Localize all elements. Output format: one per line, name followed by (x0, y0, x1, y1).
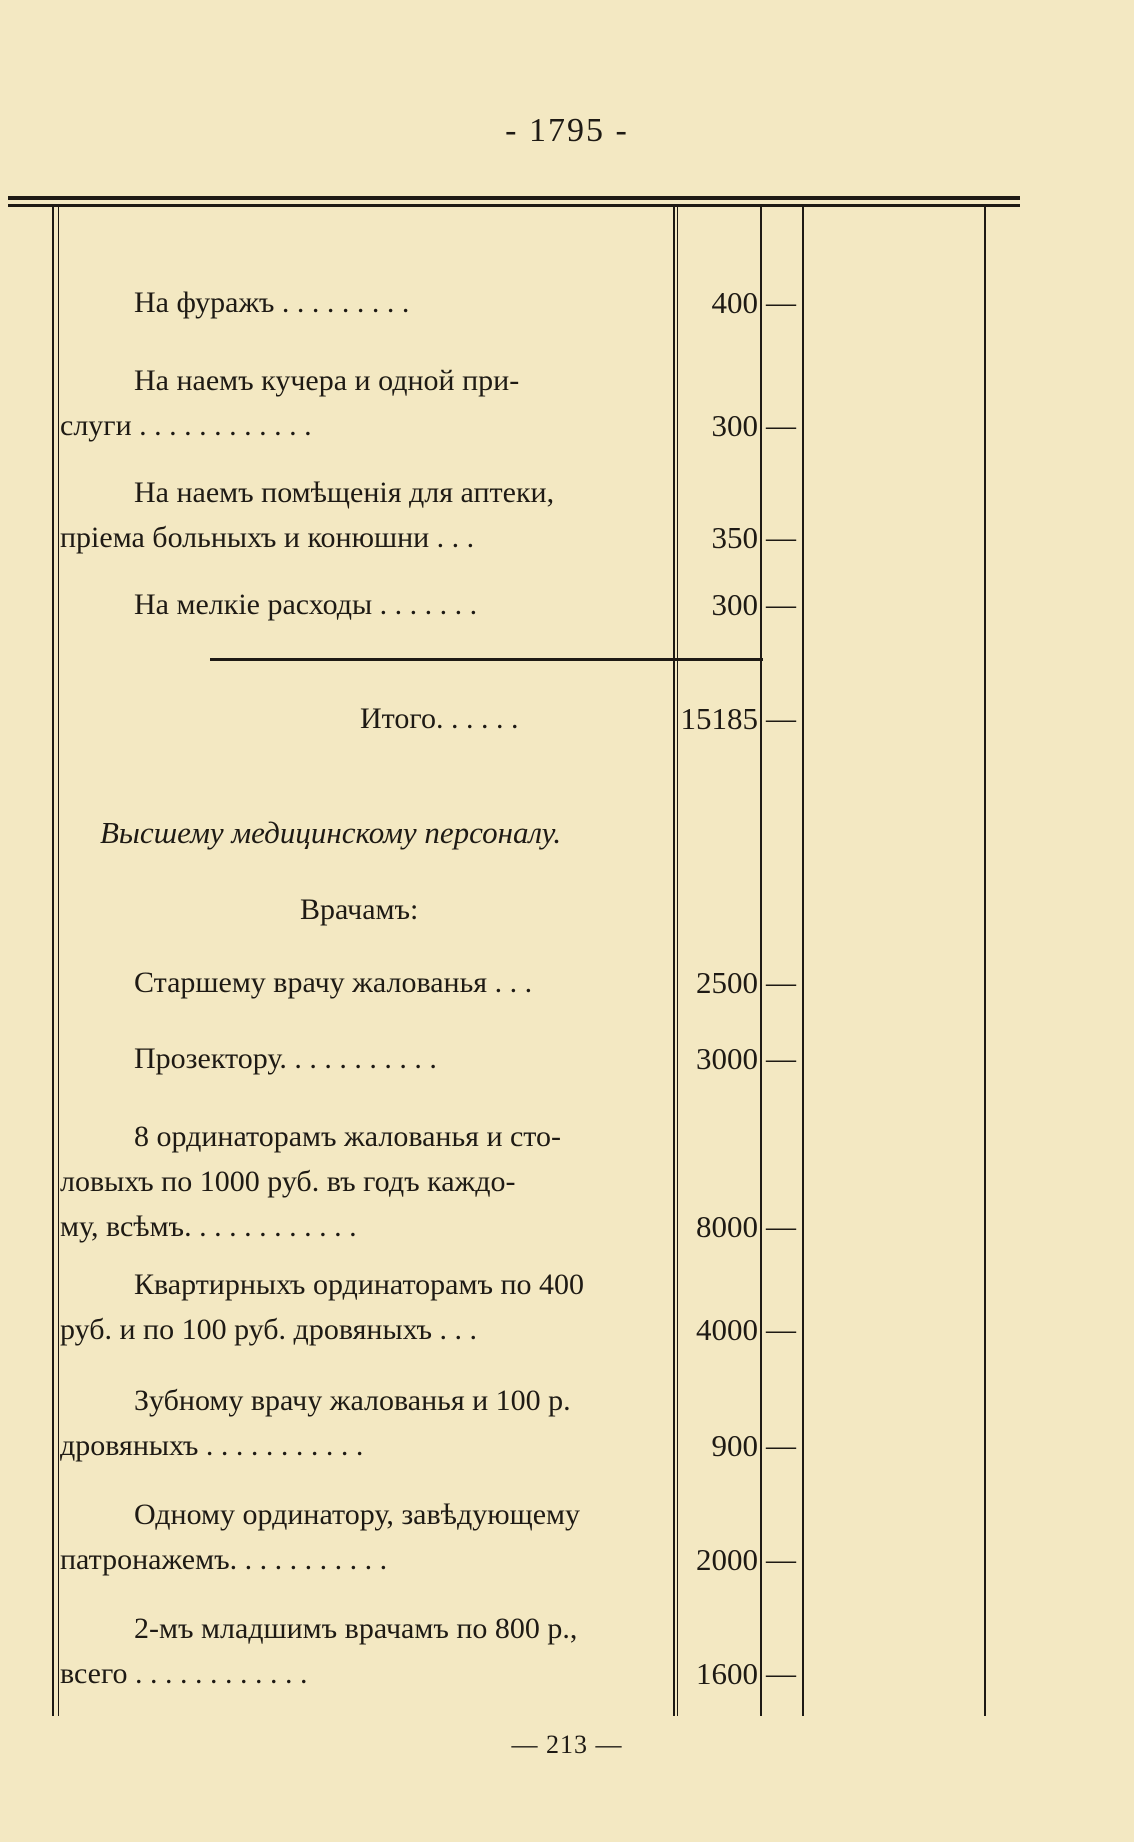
expense-entry (60, 358, 680, 448)
entry-text-line: пріема больныхъ и конюшни . . . (60, 521, 475, 554)
entry-dash: — (766, 409, 796, 442)
page-number: - 1795 - (505, 112, 629, 149)
top-rule (8, 196, 1020, 200)
entry-text-line: Зубному врачу жалованья и 100 р. (134, 1384, 571, 1417)
entry-amount: 300 (711, 587, 758, 622)
salary-entry (60, 1262, 680, 1352)
entry-dash: — (766, 1657, 796, 1690)
expense-entry (60, 582, 680, 627)
entry-amount: 8000 (696, 1209, 758, 1244)
top-rule-2 (8, 204, 1020, 207)
entry-text-line: На мелкіе расходы . . . . . . . (134, 588, 478, 621)
entry-text-line: Одному ординатору, завѣдующему (134, 1498, 581, 1531)
entry-amount: 4000 (696, 1312, 758, 1347)
expense-entry (60, 280, 680, 325)
entry-dash: — (766, 286, 796, 319)
entry-amount: 350 (711, 520, 758, 555)
entry-text-line: дровяныхъ . . . . . . . . . . . (60, 1429, 364, 1462)
entry-amount: 2000 (696, 1542, 758, 1577)
entry-text-line: На фуражъ . . . . . . . . . (134, 286, 410, 319)
entry-text-line: ловыхъ по 1000 руб. въ годъ каждо- (60, 1165, 516, 1198)
entry-text-line: всего . . . . . . . . . . . . (60, 1657, 308, 1690)
right-border (984, 206, 986, 1716)
total-dash: — (766, 702, 796, 735)
entry-dash: — (766, 1429, 796, 1462)
salary-entry (60, 1036, 680, 1081)
entry-dash: — (766, 588, 796, 621)
entry-amount: 300 (711, 408, 758, 443)
entry-text-line: Старшему врачу жалованья . . . (134, 966, 533, 999)
entry-dash: — (766, 966, 796, 999)
sum-rule (210, 658, 763, 661)
entry-dash: — (766, 1210, 796, 1243)
expense-entry (60, 470, 680, 560)
entry-text-line: слуги . . . . . . . . . . . . (60, 409, 312, 442)
total-amount: 15185 (680, 701, 758, 736)
entry-text-line: Квартирныхъ ординаторамъ по 400 (134, 1268, 585, 1301)
amount-col-right (760, 206, 762, 1716)
left-border (52, 206, 54, 1716)
subheading: Врачамъ: (300, 893, 419, 926)
salary-entry (60, 1606, 680, 1696)
entry-text-line: 2-мъ младшимъ врачамъ по 800 р., (134, 1612, 578, 1645)
entry-dash: — (766, 1313, 796, 1346)
entry-text-line: На наемъ помѣщенія для аптеки, (134, 476, 555, 509)
footer-page-number: — 213 — (511, 1730, 623, 1759)
entry-text-line: му, всѣмъ. . . . . . . . . . . . (60, 1210, 357, 1243)
entry-amount: 900 (711, 1428, 758, 1463)
entry-text-line: патронажемъ. . . . . . . . . . . (60, 1543, 388, 1576)
salary-entry (60, 1378, 680, 1468)
entry-text-line: 8 ординаторамъ жалованья и сто- (134, 1120, 562, 1153)
salary-entry (60, 1492, 680, 1582)
salary-entry (60, 1114, 680, 1249)
entry-amount: 1600 (696, 1656, 758, 1691)
entry-text-line: руб. и по 100 руб. дровяныхъ . . . (60, 1313, 477, 1346)
total-label: Итого. . . . . . (360, 702, 519, 735)
entry-amount: 3000 (696, 1041, 758, 1076)
dash-col-right (802, 206, 804, 1716)
salary-entry (60, 960, 680, 1005)
entry-amount: 400 (711, 285, 758, 320)
entry-text-line: На наемъ кучера и одной при- (134, 364, 520, 397)
section-heading: Высшему медицинскому персоналу. (100, 815, 562, 850)
entry-dash: — (766, 521, 796, 554)
left-border-inner (58, 206, 59, 1716)
entry-dash: — (766, 1042, 796, 1075)
entry-text-line: Прозектору. . . . . . . . . . . (134, 1042, 437, 1075)
entry-dash: — (766, 1543, 796, 1576)
entry-amount: 2500 (696, 965, 758, 1000)
